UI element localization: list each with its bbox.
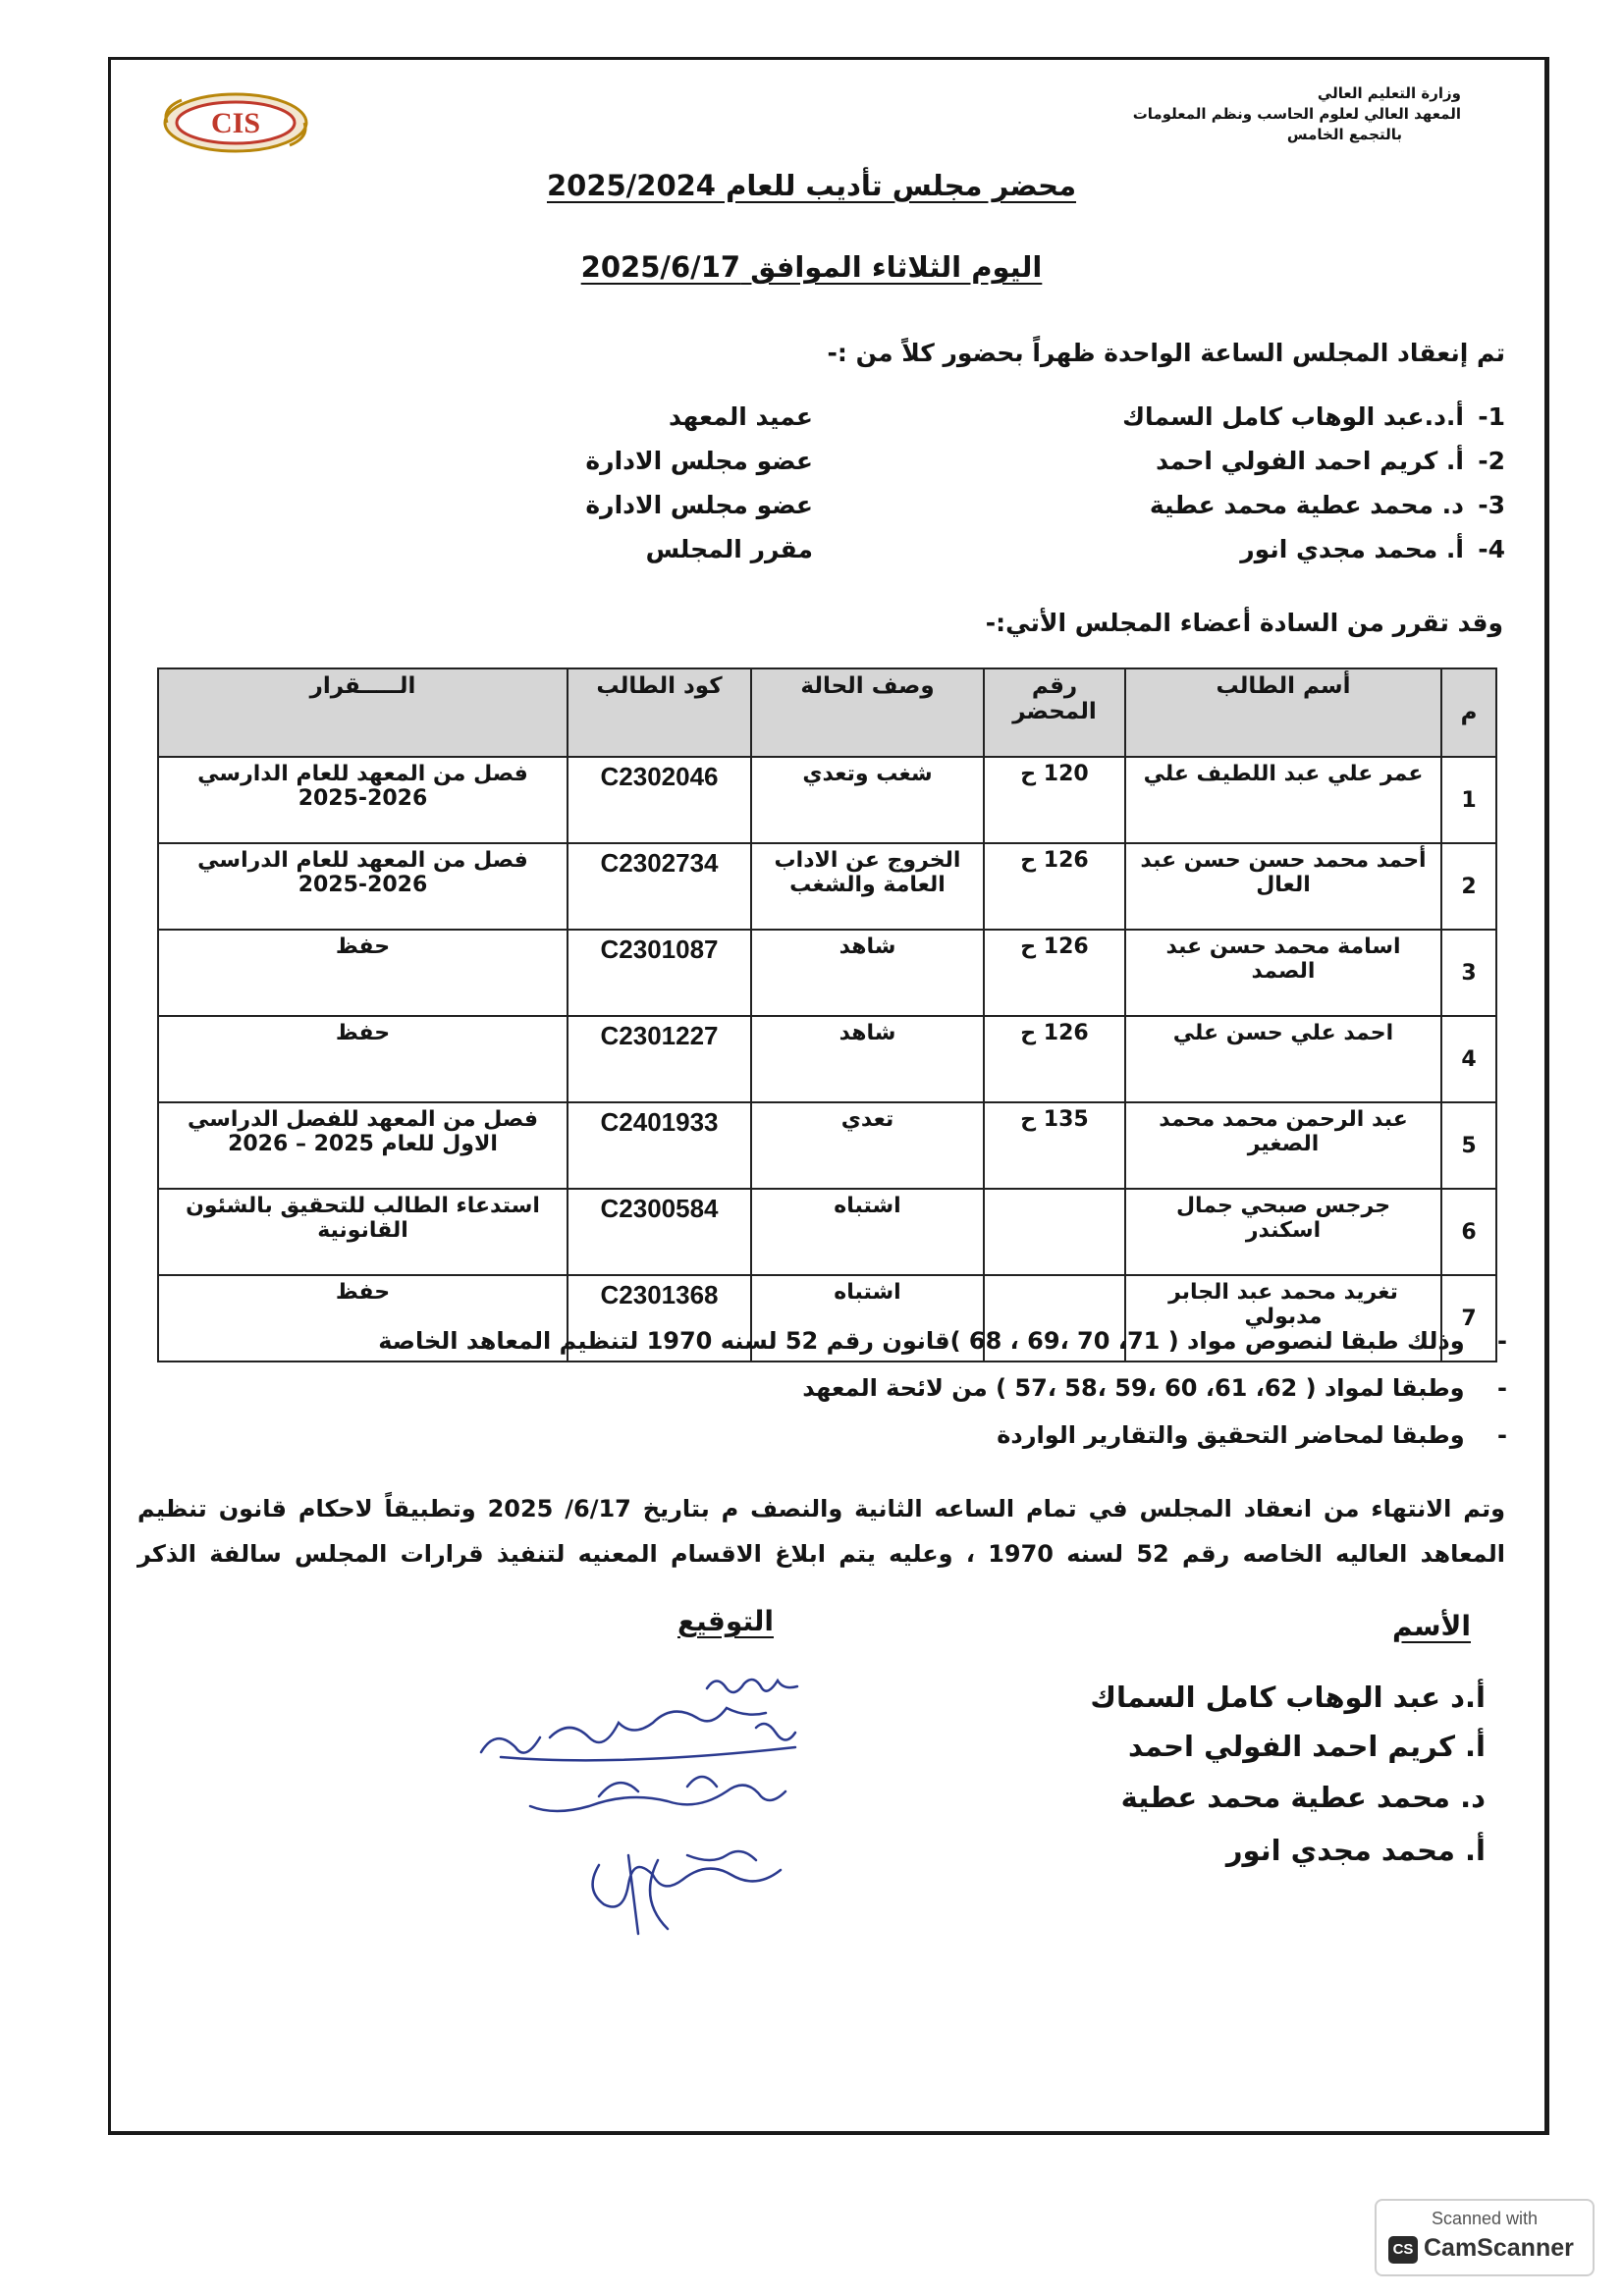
cell-student-name: احمد علي حسن علي [1125,1016,1441,1102]
cell-record-number [984,1189,1125,1275]
camscanner-watermark [1375,2199,1595,2276]
attendee-role: مقرر المجلس [645,535,813,563]
name-column-header: الأسم [1392,1610,1471,1642]
signature-3 [530,1777,785,1811]
intro-text: تم إنعقاد المجلس الساعة الواحدة ظهراً بحضور كلاً من :- [827,339,1505,367]
attendee-name: أ. محمد مجدي انور [1240,535,1464,563]
cell-record-number: 126 ح [984,930,1125,1016]
cell-record-number: 126 ح [984,1016,1125,1102]
ministry-header [970,83,1461,145]
header-student-code: كود الطالب [568,668,751,757]
cell-student-code: C2300584 [568,1189,751,1275]
cell-num: 5 [1441,1102,1496,1189]
cell-record-number: 120 ح [984,757,1125,843]
signature-1 [707,1680,797,1692]
cell-student-name: جرجس صبحي جمال اسكندر [1125,1189,1441,1275]
cell-decision: حفظ [158,1016,568,1102]
ministry-name: وزارة التعليم العالي [1317,84,1461,102]
closing-line: المعاهد العاليه الخاصه رقم 52 لسنه 1970 ، وعليه يتم ابلاغ الاقسام المعنيه لتنفيذ قرارات المجلس سالفة الذكر [137,1540,1505,1568]
cell-decision: فصل من المعهد للعام الدارسي 2026-2025 [158,757,568,843]
table-row [158,757,1496,843]
signatory-name: د. محمد عطية محمد عطية [1120,1781,1486,1814]
cell-case-description: الخروج عن الاداب العامة والشغب [751,843,984,930]
cell-num: 2 [1441,843,1496,930]
attendee-name: د. محمد عطية محمد عطية [1149,491,1464,519]
institute-name: المعهد العالي لعلوم الحاسب ونظم المعلومات [1132,105,1461,123]
attendee-number: 1- [1478,402,1505,431]
cell-case-description: اشتباه [751,1189,984,1275]
cell-student-name: اسامة محمد حسن عبد الصمد [1125,930,1441,1016]
table-row [158,1189,1496,1275]
institute-logo [157,88,314,157]
cell-decision: فصل من المعهد للفصل الدراسي الاول للعام 2025 – 2026 [158,1102,568,1189]
legal-basis-text: وذلك طبقا لنصوص مواد ( 71، 70 ،69 ، 68 )قانون رقم 52 لسنه 1970 لتنظيم المعاهد الخاصة [378,1327,1465,1355]
attendee-role: عضو مجلس الادارة [585,491,813,519]
table-header-row [158,668,1496,757]
signature-4 [593,1851,781,1934]
bullet-dash: - [1464,1327,1507,1355]
handwritten-signatures [461,1659,923,1983]
svg-text:CIS: CIS [210,107,261,139]
signature-column-header: التوقيع [677,1605,774,1637]
bullet-dash: - [1464,1374,1507,1402]
cell-decision: حفظ [158,1275,568,1362]
institute-location: بالتجمع الخامس [1286,126,1402,143]
decided-text: وقد تقرر من السادة أعضاء المجلس الأتي:- [985,609,1503,637]
attendee-role: عميد المعهد [669,402,813,431]
cell-num: 4 [1441,1016,1496,1102]
signatory-name: أ. كريم احمد الفولي احمد [1127,1730,1486,1763]
header-decision: الـــــقرار [158,668,568,757]
signatory-name: أ. محمد مجدي انور [1225,1834,1486,1867]
bullet-dash: - [1464,1421,1507,1449]
attendee-name: أ. كريم احمد الفولي احمد [1156,447,1464,475]
attendee-role: عضو مجلس الادارة [585,447,813,475]
header-num: م [1441,668,1496,757]
cell-student-name: عبد الرحمن محمد محمد الصغير [1125,1102,1441,1189]
cell-student-name: تغريد محمد عبد الجابر مدبولي [1125,1275,1441,1362]
scanned-with-text: Scanned with [1431,2209,1539,2228]
cell-case-description: تعدي [751,1102,984,1189]
cell-case-description: شغب وتعدي [751,757,984,843]
cell-decision: حفظ [158,930,568,1016]
attendee-number: 4- [1478,535,1505,563]
cell-case-description: شاهد [751,930,984,1016]
legal-basis-text: وطبقا لمواد ( 62، 61، 60 ،59 ،58 ،57 ) من لائحة المعهد [802,1374,1465,1402]
cell-student-code: C2301368 [568,1275,751,1362]
cell-record-number: 126 ح [984,843,1125,930]
decisions-table [157,667,1497,1362]
table-row [158,1016,1496,1102]
cell-student-name: أحمد محمد حسن حسن عبد العال [1125,843,1441,930]
camscanner-text: CamScanner [1424,2234,1574,2262]
attendee-row [0,491,1623,530]
legal-basis-item [997,1421,1507,1449]
header-student-name: أسم الطالب [1125,668,1441,757]
legal-basis-item [378,1327,1507,1355]
date-line: اليوم الثلاثاء الموافق 2025/6/17 [580,250,1043,284]
header-record-number: رقم المحضر [984,668,1125,757]
attendee-row [0,535,1623,574]
table-row [158,843,1496,930]
cell-case-description: شاهد [751,1016,984,1102]
cell-decision: استدعاء الطالب للتحقيق بالشئون القانونية [158,1189,568,1275]
cell-num: 1 [1441,757,1496,843]
cell-student-code: C2302046 [568,757,751,843]
cell-student-code: C2401933 [568,1102,751,1189]
cell-num: 3 [1441,930,1496,1016]
signature-2 [481,1708,795,1760]
cell-student-code: C2301087 [568,930,751,1016]
legal-basis-text: وطبقا لمحاضر التحقيق والتقارير الواردة [997,1421,1465,1449]
cell-student-code: C2301227 [568,1016,751,1102]
cell-student-code: C2302734 [568,843,751,930]
document-title: محضر مجلس تأديب للعام 2025/2024 [546,169,1077,202]
attendee-number: 3- [1478,491,1505,519]
cell-student-name: عمر علي عبد اللطيف علي [1125,757,1441,843]
cell-num: 6 [1441,1189,1496,1275]
cell-decision: فصل من المعهد للعام الدراسي 2026-2025 [158,843,568,930]
cell-case-description: اشتباه [751,1275,984,1362]
attendee-name: أ.د.عبد الوهاب كامل السماك [1122,402,1464,431]
table-row [158,930,1496,1016]
camscanner-icon: CS [1388,2236,1418,2264]
cell-record-number: 135 ح [984,1102,1125,1189]
header-case-description: وصف الحالة [751,668,984,757]
table-row [158,1102,1496,1189]
signatory-name: أ.د عبد الوهاب كامل السماك [1090,1681,1486,1714]
attendee-row [0,447,1623,486]
attendee-number: 2- [1478,447,1505,475]
legal-basis-item [802,1374,1507,1402]
closing-line: وتم الانتهاء من انعقاد المجلس في تمام الساعه الثانية والنصف م بتاريخ 6/17/ 2025 وتطبيقاً لاحكام قانون تنظيم [137,1495,1505,1522]
attendee-row [0,402,1623,442]
cell-num: 7 [1441,1275,1496,1362]
